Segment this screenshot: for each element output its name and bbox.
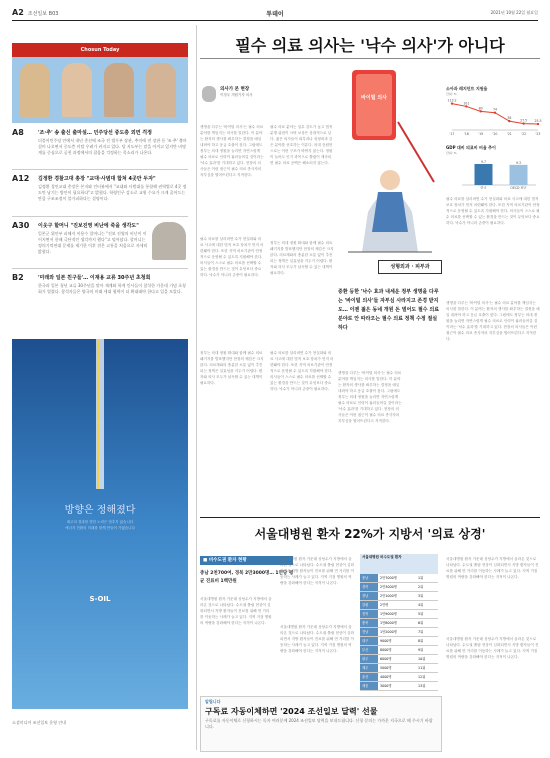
item-page-number: A12 bbox=[12, 174, 30, 183]
author-name: 이정우 객원기자 의사 bbox=[220, 93, 253, 97]
data-point bbox=[451, 102, 453, 104]
table-row bbox=[360, 583, 438, 592]
article-column: 서울대병원 환자 가운데 상당수가 지방에서 올라온 것으로 나타났다. 수도권 쏠림 현상이 심화되면서 지방 환자들이 진료를 위해 먼 거리를 이동하는 사례가 늘고 있다. 지역 거점 병원의 역량을 강화해야 한다는 지적이 나온다. bbox=[280, 625, 354, 653]
table-cell: 2만7000명 bbox=[380, 576, 397, 580]
table-cell: 충남 bbox=[360, 574, 378, 582]
table-cell: 부산 bbox=[360, 646, 378, 654]
table-cell: 8000명 bbox=[380, 648, 392, 652]
data-point bbox=[508, 120, 510, 122]
table-cell: 2만명 bbox=[380, 603, 389, 607]
date: 2021년 10월 22일 월요일 bbox=[490, 10, 538, 15]
article-column: 정부는 의대 정원 확대와 함께 필수 의료 패키지를 발표했지만 현장의 체감은 크지 않다. 의료계와의 충분한 소통 없이 추진되는 정책은 실효성을 거두기 어렵다. 환자와 의사 모두가 납득할 수 있는 대책이 필요하다. bbox=[270, 241, 334, 275]
table-cell: 대구 bbox=[360, 637, 378, 645]
x-tick-label: '18 bbox=[463, 132, 469, 136]
x-tick-label: '23 bbox=[535, 132, 541, 136]
table-cell: 1만8000명 bbox=[380, 621, 397, 625]
article-column: 서울대병원 환자 가운데 상당수가 지방에서 올라온 것으로 나타났다. 수도권 쏠림 현상이 심화되면서 지방 환자들이 진료를 위해 먼 거리를 이동하는 사례가 늘고 있다. 지역 거점 병원의 역량을 강화해야 한다는 지적이 나온다. bbox=[200, 597, 272, 625]
chart-title: 소아과 레지던트 지원율 bbox=[446, 86, 488, 91]
table-cell: 5위 bbox=[418, 612, 424, 616]
table-row bbox=[360, 628, 438, 637]
data-point bbox=[522, 122, 524, 124]
pull-quote: 중환 등한 '낙수 효과 내세운 정부 생명을 다루는 '바이털 의사'들 자부심 사라지고 존경 받지도… 이젠 젊은 동네 개원 돈 벌어도 필수 의료 분야로 안 따라오는 필수 의료 정책 수정 절실하다 bbox=[338, 289, 440, 331]
data-label: 9.3 bbox=[515, 160, 522, 165]
x-tick-label: OECD 평균 bbox=[510, 186, 527, 189]
chart-unit: 단위: % bbox=[446, 151, 457, 155]
table-cell: 4000명 bbox=[380, 675, 392, 679]
table-cell: 8위 bbox=[418, 639, 424, 643]
item-page-number: A8 bbox=[12, 128, 24, 137]
table-cell: 경북 bbox=[360, 583, 378, 591]
article-column: 생명을 다루는 '바이털 의사'는 필수 의료 분야를 책임지는 의사를 말한다. 이 분야는 환자의 생사를 좌우하는 결정을 매일 내려야 하고 응급 호출이 잦다. 그럼에도 정부는 의대 정원을 늘리면 자연스럽게 필수 의료로 인력이 흘러들어갈 것이라는 '낙수 효과'를 기대하고 있다. 현장의 의사들은 이런 접근이 필수 의료 종사자의 자부심을 떨어뜨린다고 지적한다. bbox=[338, 371, 402, 423]
data-label: 9.7 bbox=[480, 159, 487, 164]
table-row bbox=[360, 646, 438, 655]
table-header: 서울대병원 비수도권 환자 bbox=[360, 554, 438, 574]
table-cell: 전남 bbox=[360, 628, 378, 636]
section-title: 투데이 bbox=[266, 11, 284, 18]
sign-label: 바이털 의사 bbox=[361, 95, 387, 101]
divider bbox=[12, 216, 188, 217]
data-label: 113.2 bbox=[447, 98, 457, 103]
bar bbox=[475, 164, 493, 185]
paper-label: 조선일보 B03 bbox=[27, 11, 59, 17]
article-column: 서울대병원 환자 가운데 상당수가 지방에서 올라온 것으로 나타났다. 수도권 쏠림 현상이 심화되면서 지방 환자들이 진료를 위해 먼 거리를 이동하는 사례가 늘고 있다. 지역 거점 병원의 역량을 강화해야 한다는 지적이 나온다. bbox=[280, 557, 354, 585]
table-cell: 7위 bbox=[418, 630, 424, 634]
table-cell: 12위 bbox=[418, 675, 426, 679]
page-number: A2 조선일보 B03 bbox=[12, 8, 59, 17]
article-column: 생명을 다루는 '바이털 의사'는 필수 의료 분야를 책임지는 의사를 말한다. 이 분야는 환자의 생사를 좌우하는 결정을 매일 내려야 하고 응급 호출이 잦다. 그럼에도 정부는 의대 정원을 늘리면 자연스럽게 필수 의료로 인력이 흘러들어갈 것이라는 '낙수 효과'를 기대하고 있다. 현장의 의사들은 이런 접근이 필수 의료 종사자의 자부심을 떨어뜨린다고 지적한다. bbox=[200, 125, 264, 177]
item-title[interactable]: '미래와 일본 친구들'… 이재용 교류 30주년 초청회 bbox=[38, 275, 151, 281]
person-photo bbox=[20, 63, 50, 117]
table-cell: 세종 bbox=[360, 682, 378, 690]
article-column: 필수 의료 분야는 업무 강도가 높고 법적 분쟁 위험이 크며 보상은 상대적으로 낮다. 젊은 의사들이 피부과나 성형외과 같은 분야를 선호하는 이유다. 의대 증원만으로는 이런 구조가 바뀌지 않는다. 정원이 늘어도 인기 과목으로 쏠림이 계속되면 필수 의료 공백은 해소되지 않는다. bbox=[270, 125, 333, 165]
advertisement bbox=[12, 339, 188, 709]
table-cell: 6000명 bbox=[380, 657, 392, 661]
notice-tag: 알립니다 bbox=[205, 699, 221, 704]
chart-title: GDP 대비 의료비 비율 추이 bbox=[446, 145, 496, 150]
article-column: 필수 의료를 살리려면 수가 현실화와 의료 사고에 대한 법적 보호 장치가 먼저 마련돼야 한다. 또한 지역 의료기관이 안정적으로 운영될 수 있도록 지원해야 한다. 의사들이 스스로 필수 의료를 선택할 수 있는 환경을 만드는 것이 무엇보다 중요하다. 낙수가 아니라 존중이 필요하다. bbox=[446, 197, 540, 225]
table-cell: 충북 bbox=[360, 619, 378, 627]
hospital-headline: 서울대병원 환자 22%가 지방서 '의료 상경' bbox=[254, 527, 486, 541]
headline-rule bbox=[200, 58, 540, 59]
data-label: 80 bbox=[478, 106, 483, 111]
person-photo bbox=[62, 63, 92, 117]
article-column: 서울대병원 환자 가운데 상당수가 지방에서 올라온 것으로 나타났다. 수도권 쏠림 현상이 심화되면서 지방 환자들이 진료를 위해 먼 거리를 이동하는 사례가 늘고 있다. 지역 거점 병원의 역량을 강화해야 한다는 지적이 나온다. bbox=[446, 557, 539, 579]
table-cell: 9위 bbox=[418, 648, 424, 652]
table-cell: 제주 bbox=[360, 664, 378, 672]
article-column: 서울대병원 환자 가운데 상당수가 지방에서 올라온 것으로 나타났다. 수도권 쏠림 현상이 심화되면서 지방 환자들이 진료를 위해 먼 거리를 이동하는 사례가 늘고 있다. 지역 거점 병원의 역량을 강화해야 한다는 지적이 나온다. bbox=[446, 637, 539, 659]
person-photo bbox=[104, 63, 134, 117]
hospital-tag: ■ 비수도권 환자 현황 bbox=[200, 556, 293, 565]
table-cell: 13위 bbox=[418, 684, 426, 688]
chart-unit: 단위: % bbox=[446, 92, 457, 96]
item-body: 더불어민주당 안에서 내년 총선에 조국 전 법무부 장관, 추미애 전 장관 등 '조·추' 출마설이 나오면서 중도층 이탈 우려가 커지고 있다. 당 지도부는 말을 아끼고 있지만 비명계를 중심으로 공천 과정에서의 잡음을 걱정하는 목소리가 나온다. bbox=[38, 138, 187, 155]
article-column: 필수 의료를 살리려면 수가 현실화와 의료 사고에 대한 법적 보호 장치가 먼저 마련돼야 한다. 또한 지역 의료기관이 안정적으로 운영될 수 있도록 지원해야 한다. 의사들이 스스로 필수 의료를 선택할 수 있는 환경을 만드는 것이 무엇보다 중요하다. 낙수가 아니라 존중이 필요하다. bbox=[200, 237, 264, 277]
table-row bbox=[360, 610, 438, 619]
item-title[interactable]: '조·추' 송 출신 출마설… 민주당선 중도층 외면 걱정 bbox=[38, 130, 152, 136]
item-body: 김정환 경인교대 총장은 본지와 인터뷰에서 "교대와 사범대를 통합해 권역별로 4곳 정도만 남기는 방안이 필요하다"고 밝혔다. 학령인구 감소로 교원 수요가 크게 줄어드는 만큼 구조조정이 불가피하다는 설명이다. bbox=[38, 184, 187, 201]
chosun-today-label: Chosun Today bbox=[12, 43, 188, 57]
table-cell: 1위 bbox=[418, 576, 424, 580]
item-title[interactable]: 이웃구 할머니 "진보진영 비난에 죽을 생각도" bbox=[38, 223, 139, 229]
item-page-number: A30 bbox=[12, 221, 30, 230]
item-title[interactable]: 김정환 경찰고대 총장 "교대·사범대 합쳐 4곳만 두자" bbox=[38, 176, 156, 182]
item-page-number: B2 bbox=[12, 273, 24, 282]
illustration bbox=[338, 62, 442, 280]
table-row bbox=[360, 574, 438, 583]
data-point bbox=[479, 110, 481, 112]
x-tick-label: '19 bbox=[478, 132, 484, 136]
divider bbox=[12, 169, 188, 170]
table-cell: 11위 bbox=[418, 666, 426, 670]
table-cell: 5000명 bbox=[380, 666, 392, 670]
x-tick-label: '22 bbox=[521, 132, 527, 136]
x-tick-label: '21 bbox=[506, 132, 512, 136]
notice-box bbox=[200, 696, 442, 752]
person-photo bbox=[152, 222, 186, 260]
x-tick-label: '20 bbox=[492, 132, 498, 136]
bar bbox=[510, 165, 528, 185]
table-cell: 경남 bbox=[360, 592, 378, 600]
ad-headline: 방향은 정해졌다 bbox=[64, 505, 136, 516]
table-cell: 2위 bbox=[418, 585, 424, 589]
data-label: 25.5 bbox=[534, 119, 542, 124]
hospital-lead: 충남 2천700여, 경북 2만3000명… 1인당 평균 진료비 1백만원 bbox=[200, 571, 294, 584]
section-rule bbox=[200, 517, 540, 518]
table-cell: 4위 bbox=[418, 603, 424, 607]
ad-logo: S-OIL bbox=[89, 595, 111, 603]
article-column: 필수 의료를 살리려면 수가 현실화와 의료 사고에 대한 법적 보호 장치가 먼저 마련돼야 한다. 또한 지역 의료기관이 안정적으로 운영될 수 있도록 지원해야 한다. 의사들이 스스로 필수 의료를 선택할 수 있는 환경을 만드는 것이 무엇보다 중요하다. 낙수가 아니라 존중이 필요하다. bbox=[270, 351, 334, 391]
data-label: 27.5 bbox=[520, 118, 528, 123]
data-label: 74 bbox=[492, 107, 498, 112]
table-cell: 3위 bbox=[418, 594, 424, 598]
x-tick-label: 한국 bbox=[480, 186, 487, 189]
data-point bbox=[465, 105, 467, 107]
chart-panel bbox=[446, 86, 544, 189]
table-row bbox=[360, 592, 438, 601]
table-cell: 6위 bbox=[418, 621, 424, 625]
table-row bbox=[360, 673, 438, 682]
data-point bbox=[537, 123, 539, 125]
table-cell: 광주 bbox=[360, 655, 378, 663]
notice-body: 구독료를 자동이체로 신청하시는 독자 여러분께 2024 조선일보 달력을 보내드립니다. 신청 문의는 가까운 지국으로 해 주시기 바랍니다. bbox=[205, 718, 433, 729]
figure-label: 성형외과 · 피부과 bbox=[378, 260, 442, 274]
table-row bbox=[360, 637, 438, 646]
item-body: 일본군 위안부 피해자 이용수 할머니는 "진보 진영의 비난이 이어지면서 한때 극단적인 생각까지 했다"고 털어놨다. 할머니는 정의기억연대 문제를 제기한 이후 겪은 고통을 처음으로 자세히 밝혔다. bbox=[38, 231, 148, 254]
table-cell: 2만1000명 bbox=[380, 594, 397, 598]
data-label: 38 bbox=[507, 116, 512, 121]
table-row bbox=[360, 682, 438, 691]
data-label: 101 bbox=[463, 101, 470, 106]
author-photo bbox=[202, 86, 216, 102]
column-rule bbox=[196, 25, 197, 750]
main-headline: 필수 의료 의사는 '낙수 의사'가 아니다 bbox=[235, 36, 505, 55]
table-cell: 2만3000명 bbox=[380, 585, 397, 589]
table-cell: 10위 bbox=[418, 657, 426, 661]
author-tag: 의사가 본 현장 bbox=[220, 87, 250, 92]
table-row bbox=[360, 655, 438, 664]
table-cell: 강원 bbox=[360, 601, 378, 609]
hospital-table bbox=[360, 554, 438, 690]
divider bbox=[12, 268, 188, 269]
bar-chart bbox=[446, 155, 544, 189]
item-body: 한국과 일본 청년 교류 30주년을 맞아 재계와 학계 인사들이 참석한 가운데 기념 초청회가 열렸다. 참석자들은 양국의 미래 세대 협력이 더 확대돼야 한다고 입을 모았다. bbox=[38, 283, 186, 294]
notice-title[interactable]: 구독료 자동이체하면 '2024 조선일보 달력' 선물 bbox=[205, 707, 378, 716]
article-column: 정부는 의대 정원 확대와 함께 필수 의료 패키지를 발표했지만 현장의 체감은 크지 않다. 의료계와의 충분한 소통 없이 추진되는 정책은 실효성을 거두기 어렵다. 환자와 의사 모두가 납득할 수 있는 대책이 필요하다. bbox=[200, 351, 264, 385]
ad-copy: 최고의 결과를 향한 노력은 멈추지 않습니다 에너지 전환의 미래를 함께 만들어 가겠습니다 bbox=[65, 520, 135, 530]
table-cell: 1만2000명 bbox=[380, 630, 397, 634]
table-cell: 3000명 bbox=[380, 684, 392, 688]
person-photo bbox=[146, 63, 176, 117]
top-rule bbox=[12, 20, 538, 21]
table-cell: 전북 bbox=[360, 610, 378, 618]
article-column: 생명을 다루는 '바이털 의사'는 필수 의료 분야를 책임지는 의사를 말한다. 이 분야는 환자의 생사를 좌우하는 결정을 매일 내려야 하고 응급 호출이 잦다. 그럼에도 정부는 의대 정원을 늘리면 자연스럽게 필수 의료로 인력이 흘러들어갈 것이라는 '낙수 효과'를 기대하고 있다. 현장의 의사들은 이런 접근이 필수 의료 종사자의 자부심을 떨어뜨린다고 지적한다. bbox=[446, 301, 540, 341]
chosun-today-photo bbox=[12, 57, 188, 123]
data-point bbox=[494, 112, 496, 114]
table-row bbox=[360, 601, 438, 610]
footer-note: 소셜미디어 조선일보 운영 안내 bbox=[12, 720, 67, 725]
x-tick-label: '17 bbox=[449, 132, 455, 136]
table-row bbox=[360, 664, 438, 673]
line-chart bbox=[446, 96, 544, 138]
table-cell: 1만9000명 bbox=[380, 612, 397, 616]
table-row bbox=[360, 619, 438, 628]
table-cell: 9000명 bbox=[380, 639, 392, 643]
table-cell: 울산 bbox=[360, 673, 378, 681]
